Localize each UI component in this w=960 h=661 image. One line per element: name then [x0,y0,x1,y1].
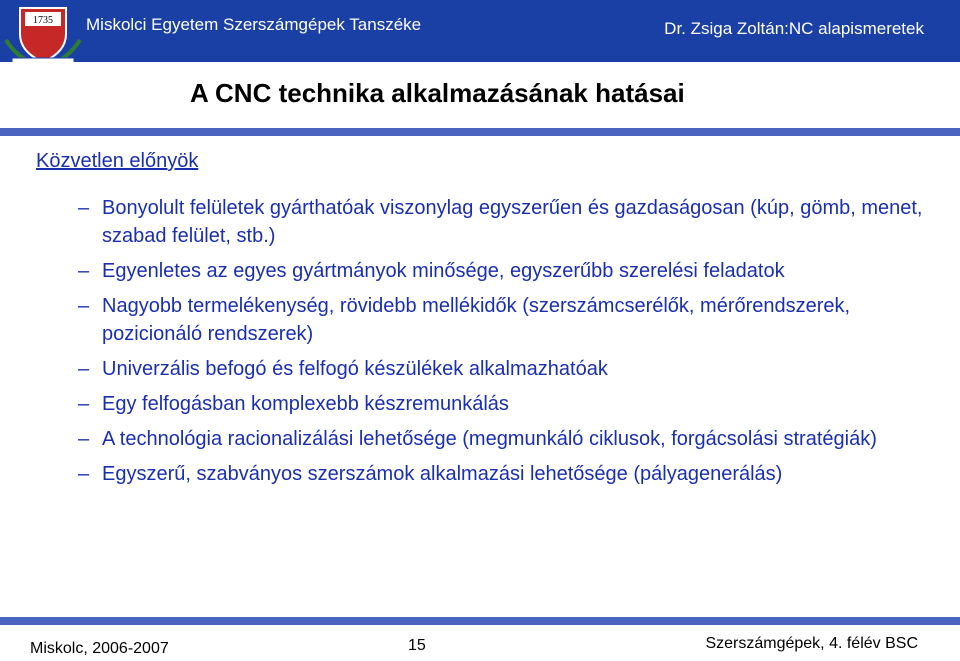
list-item [78,460,938,488]
dash-bullet: – [78,295,90,317]
list-item [78,390,938,418]
list-item-text: Bonyolult felületek gyárthatóak viszonylag egyszerűen és gazdaságosan (kúp, gömb, menet, szabad felület, stb.) [102,197,923,247]
slide-title: A CNC technika alkalmazásának hatásai [190,78,685,108]
list-item [78,292,938,348]
footer-location-date: Miskolc, 2006-2007 [30,640,169,657]
top-divider [0,128,960,136]
list-item-text: Egyenletes az egyes gyártmányok minősége, egyszerűbb szerelési feladatok [102,260,785,282]
page-number: 15 [408,637,426,654]
header-bar [0,0,960,62]
list-item [78,425,938,453]
list-item-text: Nagyobb termelékenység, rövidebb mellékidők (szerszámcserélők, mérőrendszerek, pozicionáló rendszerek) [102,295,851,345]
bottom-divider [0,617,960,625]
university-crest-icon [0,0,86,62]
list-item [78,355,938,383]
institution-name: Miskolci Egyetem Szerszámgépek Tanszéke [86,15,422,34]
dash-bullet: – [78,260,90,282]
dash-bullet: – [78,197,90,219]
list-item-text: Univerzális befogó és felfogó készülékek alkalmazhatóak [102,358,608,380]
list-item [78,194,938,250]
dash-bullet: – [78,428,90,450]
footer-course: Szerszámgépek, 4. félév BSC [705,635,918,652]
list-item-text: A technológia racionalizálási lehetősége (megmunkáló ciklusok, forgácsolási stratégiák) [102,428,877,450]
dash-bullet: – [78,393,90,415]
course-author: Dr. Zsiga Zoltán:NC alapismeretek [664,19,924,38]
dash-bullet: – [78,463,90,485]
logo-year: 1735 [33,15,53,26]
list-item-text: Egy felfogásban komplexebb készremunkálás [102,393,509,415]
dash-bullet: – [78,358,90,380]
section-subtitle: Közvetlen előnyök [36,150,199,172]
list-item-text: Egyszerű, szabványos szerszámok alkalmazási lehetősége (pályagenerálás) [102,463,783,485]
bullet-list [78,194,938,495]
list-item [78,257,938,285]
